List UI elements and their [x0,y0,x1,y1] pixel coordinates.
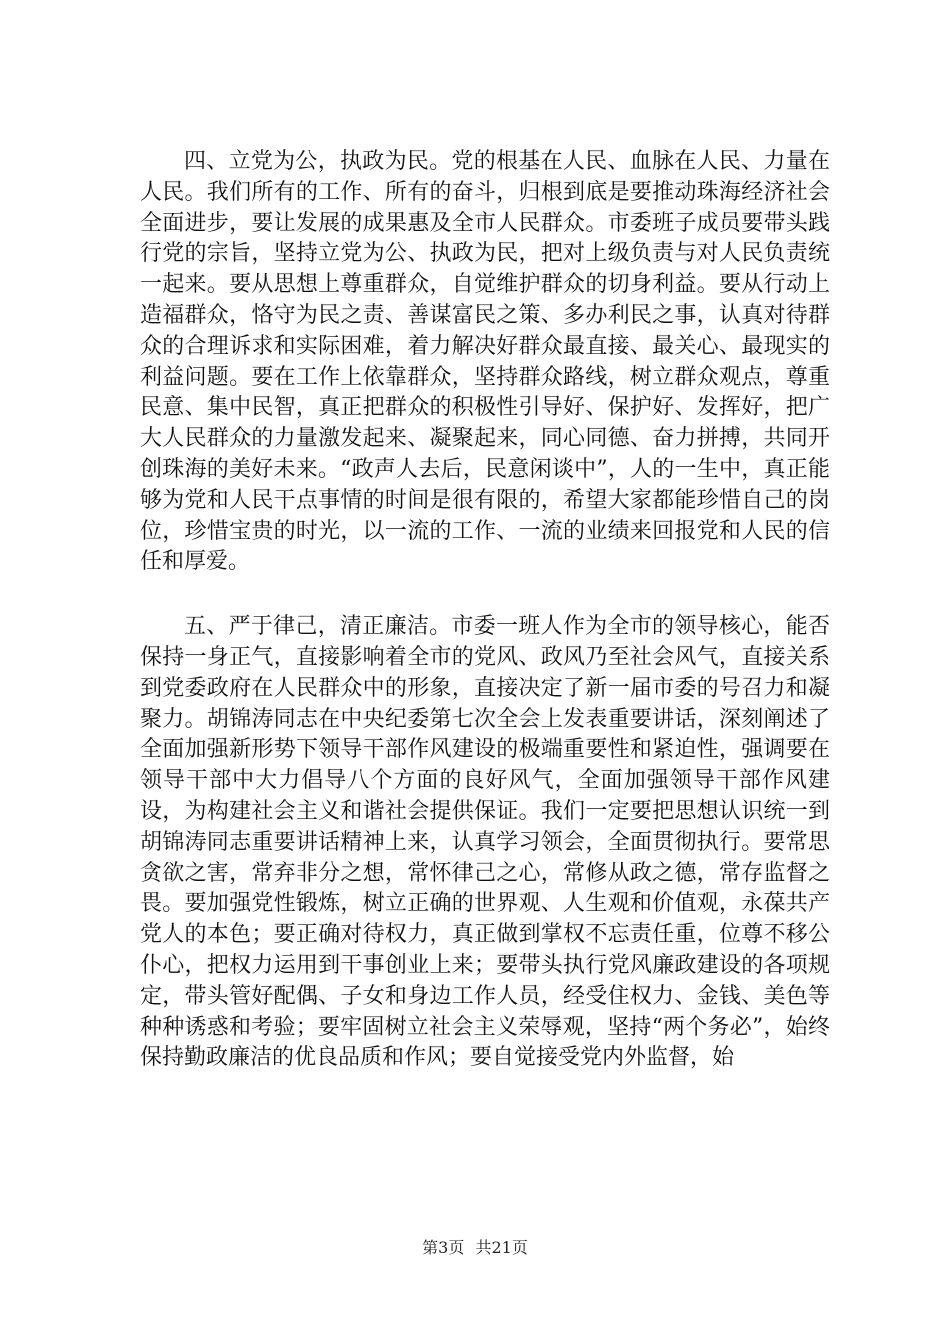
page-total: 共21页 [475,1238,528,1257]
document-body [140,147,830,1074]
page-number: 第3页 [422,1238,465,1257]
paragraph-4: 四、立党为公，执政为民。党的根基在人民、血脉在人民、力量在人民。我们所有的工作、所有的奋斗，归根到底是要推动珠海经济社会全面进步，要让发展的成果惠及全市人民群众。市委班子成员要带头践行党的宗旨，坚持立党为公、执政为民，把对上级负责与对人民负责统一起来。要从思想上尊重群众，自觉维护群众的切身利益。要从行动上造福群众，恪守为民之责、善谋富民之策、多办利民之事，认真对待群众的合理诉求和实际困难，着力解决好群众最直接、最关心、最现实的利益问题。要在工作上依靠群众，坚持群众路线，树立群众观点，尊重民意、集中民智，真正把群众的积极性引导好、保护好、发挥好，把广大人民群众的力量激发起来、凝聚起来，同心同德、奋力拼搏，共同开创珠海的美好未来。“政声人去后，民意闲谈中”，人的一生中，真正能够为党和人民干点事情的时间是很有限的，希望大家都能珍惜自己的岗位，珍惜宝贵的时光，以一流的工作、一流的业绩来回报党和人民的信任和厚爱。 [140,149,830,575]
page-footer [0,1238,950,1258]
paragraph-5: 五、严于律己，清正廉洁。市委一班人作为全市的领导核心，能否保持一身正气，直接影响着全市的党风、政风乃至社会风气，直接关系到党委政府在人民群众中的形象，直接决定了新一届市委的号召力和凝聚力。胡锦涛同志在中央纪委第七次全会上发表重要讲话，深刻阐述了全面加强新形势下领导干部作风建设的极端重要性和紧迫性，强调要在领导干部中大力倡导八个方面的良好风气，全面加强领导干部作风建设，为构建社会主义和谐社会提供保证。我们一定要把思想认识统一到胡锦涛同志重要讲话精神上来，认真学习领会，全面贯彻执行。要常思贪欲之害，常弃非分之想，常怀律己之心，常修从政之德，常存监督之畏。要加强党性锻炼，树立正确的世界观、人生观和价值观，永葆共产党人的本色；要正确对待权力，真正做到掌权不忘责任重，位尊不移公仆心，把权力运用到干事创业上来；要带头执行党风廉政建设的各项规定，带头管好配偶、子女和身边工作人员，经受住权力、金钱、美色等种种诱惑和考验；要牢固树立社会主义荣辱观，坚持“两个务必”，始终保持勤政廉洁的优良品质和作风；要自觉接受党内外监督，始 [140,614,830,1071]
